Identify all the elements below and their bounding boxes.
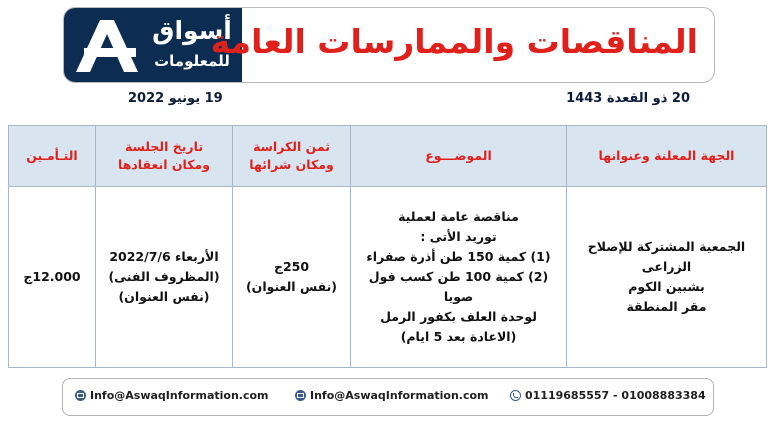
logo-name: أسواق [152,16,232,45]
cell-text-line: (1) كمية 150 طن أذرة صفراء [366,249,551,264]
cell-text-line: الأربعاء 2022/7/6 [109,249,219,264]
price-cell [233,187,351,368]
header-line: ثمن الكراسة [253,139,330,154]
table-row [9,187,767,368]
insurance-cell: 12.000ج [9,187,96,368]
cell-text-line: الزراعى [641,259,692,274]
page-title: المناقصات والممارسات العامة [210,22,698,61]
contact-footer [62,378,714,416]
session-cell [96,187,233,368]
cell-text-line: مناقصة عامة لعملية [398,209,519,224]
cell-text-line: (2) كمية 100 طن كسب فول [368,269,549,284]
phones-text: 01119685557 - 01008883384 [525,389,706,402]
footer-email-2[interactable] [295,389,489,402]
cell-text-line: (نفس العنوان) [245,279,338,294]
aswaq-logo-icon [70,18,142,74]
header-subject: الموضـــوع [351,126,567,187]
email-1-text: Info@AswaqInformation.com [90,389,269,402]
email-2-text: Info@AswaqInformation.com [310,389,489,402]
footer-email-1[interactable] [75,389,269,402]
header-line: ومكان انعقادها [118,157,210,172]
footer-phones[interactable] [510,389,706,402]
cell-text-line: بشبين الكوم [628,279,705,294]
table-header-row [9,126,767,187]
header-line: تاريخ الجلسة [124,139,204,154]
cell-text-line: (المظروف الفنى) [108,269,220,284]
logo-subtitle: للمعلومات [154,52,230,70]
gregorian-date: 19 يونيو 2022 [128,91,223,106]
tender-table [8,125,767,368]
cell-text-line: توريد الأتى : [420,229,497,244]
header-price [233,126,351,187]
phone-icon [510,390,521,401]
mail-icon [295,390,306,401]
cell-text-line: صويا [443,289,474,304]
header-line: ومكان شرائها [249,157,334,172]
cell-text-line: (الاعادة بعد 5 ايام) [400,329,517,344]
cell-text-line: 250ج [273,259,310,274]
hijri-date: 20 ذو القعدة 1443 [566,91,690,106]
header-banner [63,7,715,83]
header-entity: الجهة المعلنة وعنوانها [567,126,767,187]
cell-text-line: (نفس العنوان) [118,289,210,304]
entity-cell [567,187,767,368]
cell-text-line: الجمعية المشتركة للإصلاح [587,239,746,254]
cell-text-line: لوحدة العلف بكفور الرمل [380,309,537,324]
cell-text-line: مقر المنطقة [626,299,707,314]
subject-cell [351,187,567,368]
header-insurance: التـأمـين [9,126,96,187]
mail-icon [75,390,86,401]
header-session [96,126,233,187]
